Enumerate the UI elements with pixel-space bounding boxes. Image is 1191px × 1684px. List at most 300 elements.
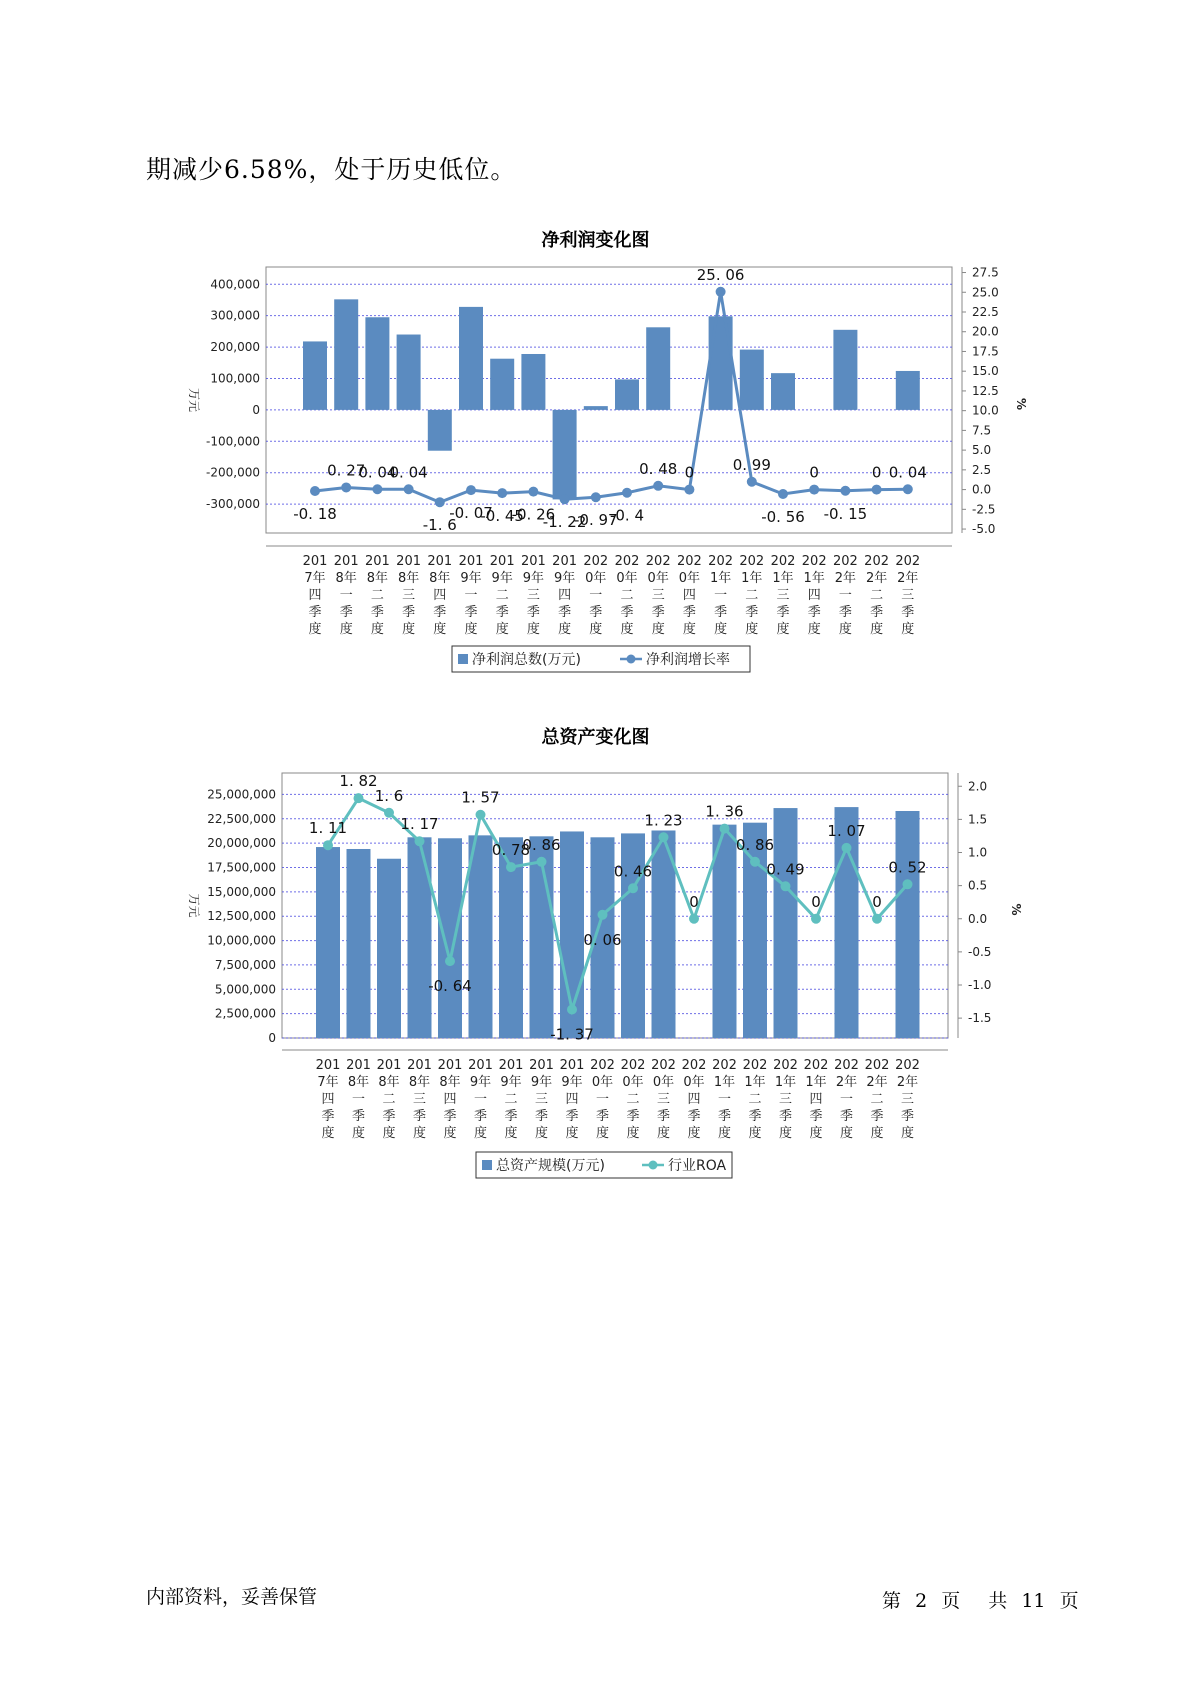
line-point [811,914,821,924]
x-tick-label: 201 [498,1058,524,1073]
x-tick-label: 202 [708,554,734,569]
line-point [354,793,364,803]
data-label: -1. 22 [542,513,587,532]
x-tick-label: 度 [589,622,603,637]
x-tick-label: 度 [351,1126,366,1141]
x-tick-label: 三 [526,588,540,603]
x-tick-label: 季 [656,1109,671,1124]
bar [428,410,452,451]
legend-bar-swatch [458,654,468,664]
legend-bar-label: 总资产规模(万元) [496,1158,605,1174]
line-point [404,484,414,494]
x-tick-label: 度 [308,622,322,637]
line-point [903,879,913,889]
y-left-axis-title: 万元 [187,893,201,918]
data-label: 0 [871,463,882,482]
x-tick-label: 202 [864,1058,890,1073]
x-tick-label: 季 [402,605,416,620]
x-tick-label: 度 [620,622,634,637]
line-point [372,484,382,494]
y-left-tick-label: 22,500,000 [207,811,276,826]
line-point [778,489,788,499]
y-left-tick-label: -100,000 [206,434,260,449]
x-tick-label: 四 [687,1092,701,1107]
y-right-tick-label: 0.0 [968,911,988,926]
x-tick-label: 度 [321,1126,335,1141]
x-tick-label: 9年 [500,1075,522,1090]
x-tick-label: 度 [717,1126,732,1141]
line-point [622,488,632,498]
x-tick-label: 季 [748,1109,762,1124]
bar [377,859,401,1038]
x-tick-label: 季 [308,605,322,620]
x-tick-label: 201 [427,554,453,569]
x-tick-label: 201 [333,554,359,569]
x-tick-label: 三 [402,588,416,603]
net-profit-chart [0,248,1191,718]
x-tick-label: 季 [714,605,728,620]
y-right-tick-label: 7.5 [972,423,992,438]
x-tick-label: 季 [589,605,603,620]
data-label: 0. 04 [358,463,397,482]
data-label: 0 [689,892,699,911]
y-left-tick-label: 5,000,000 [214,982,276,997]
x-tick-label: 季 [558,605,572,620]
x-tick-label: 季 [412,1109,427,1124]
x-tick-label: 二 [620,588,634,603]
x-tick-label: 1年 [774,1075,797,1090]
x-tick-label: 2年 [865,571,888,586]
x-tick-label: 季 [382,1109,396,1124]
x-tick-label: 7年 [317,1075,339,1090]
x-tick-label: 度 [495,622,509,637]
line-point [689,914,699,924]
bar [521,354,545,410]
line-point [659,832,669,842]
total-assets-chart [0,745,1191,1185]
x-tick-label: 1年 [772,571,794,586]
y-right-tick-label: 2.5 [972,462,992,477]
x-tick-label: 202 [895,1058,920,1073]
x-tick-label: 季 [651,605,665,620]
bar [833,330,857,410]
x-tick-label: 202 [773,1058,798,1073]
x-tick-label: 202 [676,554,702,569]
x-tick-label: 季 [473,1109,488,1124]
x-tick-label: 度 [839,1126,854,1141]
x-tick-label: 季 [433,605,447,620]
x-tick-label: 季 [321,1109,335,1124]
x-tick-label: 季 [504,1109,518,1124]
bar [316,847,340,1038]
x-tick-label: 二 [504,1092,518,1107]
data-label: -0. 15 [823,504,868,523]
line-point [341,482,351,492]
y-left-tick-label: 400,000 [210,277,260,292]
x-tick-label: 三 [776,588,790,603]
bar [774,808,798,1038]
line-point [653,481,663,491]
x-tick-label: 季 [870,605,884,620]
x-tick-label: 一 [339,588,353,603]
x-tick-label: 0年 [622,1075,644,1090]
line-point [598,910,608,920]
line-point [560,494,570,504]
x-tick-label: 201 [396,554,422,569]
bar [896,371,920,410]
x-tick-label: 2年 [834,571,857,586]
bar [584,406,608,410]
x-tick-label: 度 [687,1126,701,1141]
line-point [591,492,601,502]
y-left-tick-label: 10,000,000 [207,933,276,948]
total-label-2: 页 [1059,1590,1079,1612]
y-left-tick-label: -200,000 [206,465,260,480]
x-tick-label: 一 [464,588,478,603]
data-label: 1. 17 [400,815,439,834]
legend-line-label: 行业ROA [668,1158,727,1174]
data-label: 1. 11 [308,819,348,838]
x-tick-label: 度 [595,1126,610,1141]
x-tick-label: 0年 [616,571,638,586]
x-tick-label: 9年 [530,1075,553,1090]
data-label: 0. 99 [732,455,771,474]
legend-line-label: 净利润增长率 [646,652,730,668]
legend-line-marker [627,655,636,664]
data-label: 1. 6 [374,786,404,805]
line-point [567,1005,577,1015]
x-tick-label: 三 [778,1092,793,1107]
bar [896,811,920,1038]
y-right-tick-label: 1.0 [968,845,988,860]
x-tick-label: 202 [590,1058,615,1073]
legend-bar-label: 净利润总数(万元) [472,652,581,668]
x-tick-label: 度 [901,622,915,637]
x-tick-label: 一 [595,1092,610,1107]
line-point [310,486,320,496]
x-tick-label: 度 [748,1126,762,1141]
x-tick-label: 201 [437,1058,463,1073]
x-tick-label: 度 [558,622,572,637]
x-tick-label: 一 [717,1092,732,1107]
y-right-tick-label: -0.5 [968,944,992,959]
y-right-tick-label: -1.5 [968,1011,992,1026]
x-tick-label: 四 [558,588,572,603]
data-label: 0. 27 [327,461,366,480]
y-left-tick-label: 2,500,000 [214,1006,276,1021]
data-label: -0. 4 [609,506,645,525]
data-label: 0 [811,892,821,911]
legend-bar-swatch [482,1160,492,1170]
x-tick-label: 0年 [652,1075,675,1090]
y-right-tick-label: 2.0 [968,779,988,794]
y-right-tick-label: 12.5 [972,383,999,398]
x-tick-label: 度 [745,622,759,637]
data-label: 1. 36 [705,802,744,821]
x-tick-label: 0年 [647,571,669,586]
x-tick-label: 202 [832,554,858,569]
x-tick-label: 202 [614,554,640,569]
x-tick-label: 201 [364,554,390,569]
x-tick-label: 0年 [585,571,607,586]
line-point [466,485,476,495]
x-tick-label: 202 [712,1058,737,1073]
y-left-tick-label: 0 [268,1031,276,1045]
y-right-tick-label: 10.0 [972,403,999,418]
x-tick-label: 201 [315,1058,341,1073]
x-tick-label: 1年 [803,571,825,586]
x-tick-label: 二 [370,588,384,603]
x-tick-label: 201 [529,1058,554,1073]
x-tick-label: 季 [626,1109,640,1124]
data-label: 1. 23 [644,811,683,830]
bar [438,838,462,1038]
x-tick-label: 季 [839,1109,854,1124]
data-label: 0. 04 [888,463,927,482]
y-left-tick-label: 7,500,000 [214,957,276,972]
line-point [435,497,445,507]
y-left-tick-label: -300,000 [206,497,260,512]
x-tick-label: 季 [838,605,852,620]
line-point [384,808,394,818]
y-right-tick-label: 27.5 [972,265,999,280]
x-tick-label: 0年 [683,1075,705,1090]
line-point [781,881,791,891]
data-label: 0. 06 [583,930,622,949]
x-tick-label: 季 [778,1109,793,1124]
line-point [750,857,760,867]
data-label: 0. 86 [522,835,561,854]
data-label: -0. 97 [574,511,618,530]
x-tick-label: 季 [526,605,540,620]
bar [835,807,859,1038]
x-tick-label: 9年 [553,571,576,586]
line-point [628,883,638,893]
y-right-tick-label: 20.0 [972,324,999,339]
x-tick-label: 202 [803,1058,829,1073]
bar [615,379,639,409]
x-tick-label: 度 [443,1126,457,1141]
data-label: -1. 37 [550,1025,594,1044]
y-left-tick-label: 100,000 [210,371,260,386]
x-tick-label: 1年 [741,571,763,586]
data-label: 0. 52 [888,858,927,877]
data-label: -0. 07 [449,504,493,523]
x-tick-label: 季 [717,1109,732,1124]
line-point [528,487,538,497]
total-num: 11 [1021,1590,1046,1612]
x-tick-label: 季 [776,605,790,620]
x-tick-label: 度 [651,622,665,637]
data-label: -0. 56 [761,508,805,527]
x-tick-label: 度 [776,622,790,637]
y-right-axis-title: % [1014,397,1028,411]
bar [646,327,670,410]
y-left-tick-label: 200,000 [210,340,260,355]
line-point [872,485,882,495]
x-tick-label: 度 [433,622,447,637]
x-tick-label: 度 [870,622,884,637]
y-left-tick-label: 12,500,000 [207,909,276,924]
x-tick-label: 季 [339,605,353,620]
x-tick-label: 四 [809,1092,823,1107]
x-tick-label: 202 [620,1058,646,1073]
bar [740,350,764,410]
line-point [720,824,730,834]
page-label-1: 第 [882,1590,902,1612]
x-tick-label: 度 [778,1126,793,1141]
x-tick-label: 202 [895,554,921,569]
x-tick-label: 2年 [835,1075,858,1090]
x-tick-label: 202 [864,554,890,569]
data-label: 0. 86 [735,835,775,854]
x-tick-label: 三 [900,1092,915,1107]
line-point [747,477,757,487]
x-tick-label: 二 [870,588,884,603]
x-tick-label: 202 [651,1058,676,1073]
x-tick-label: 201 [458,554,484,569]
x-tick-label: 二 [495,588,509,603]
y-left-tick-label: 300,000 [210,308,260,323]
data-label: 1. 57 [461,788,500,807]
x-tick-label: 度 [870,1126,884,1141]
x-tick-label: 度 [626,1126,640,1141]
line-point [445,956,455,966]
x-tick-label: 一 [473,1092,488,1107]
x-tick-label: 度 [473,1126,488,1141]
line-point [497,488,507,498]
x-tick-label: 度 [464,622,478,637]
x-tick-label: 201 [376,1058,402,1073]
x-tick-label: 四 [321,1092,335,1107]
x-tick-label: 二 [748,1092,762,1107]
x-tick-label: 度 [412,1126,427,1141]
data-label: -1. 6 [422,516,457,535]
total-label-1: 共 [988,1590,1008,1612]
bar [303,341,327,409]
x-tick-label: 202 [742,1058,768,1073]
data-label: 0 [872,892,882,911]
x-tick-label: 7年 [304,571,326,586]
x-tick-label: 二 [626,1092,640,1107]
x-tick-label: 三 [656,1092,671,1107]
x-tick-label: 季 [495,605,509,620]
x-tick-label: 度 [900,1126,915,1141]
x-tick-label: 季 [464,605,478,620]
y-left-tick-label: 20,000,000 [207,836,276,851]
x-tick-label: 201 [552,554,578,569]
x-tick-label: 1年 [709,571,732,586]
x-tick-label: 度 [682,622,696,637]
x-tick-label: 四 [443,1092,457,1107]
y-right-tick-label: -5.0 [972,522,996,537]
x-tick-label: 季 [687,1109,701,1124]
line-point [903,484,913,494]
data-label: 0 [684,463,695,482]
x-tick-label: 二 [745,588,759,603]
bar [553,410,577,500]
x-tick-label: 8年 [397,571,420,586]
line-point [842,843,852,853]
x-tick-label: 季 [620,605,634,620]
x-tick-label: 2年 [866,1075,888,1090]
x-tick-label: 三 [412,1092,427,1107]
x-tick-label: 2年 [897,571,919,586]
data-label: 0. 49 [766,860,805,879]
x-tick-label: 9年 [522,571,545,586]
data-label: 0. 04 [389,463,428,482]
x-tick-label: 度 [534,1126,549,1141]
data-label: -0. 45 [480,507,524,526]
x-tick-label: 0年 [678,571,701,586]
line-point [415,836,425,846]
x-tick-label: 度 [370,622,384,637]
x-tick-label: 9年 [460,571,482,586]
x-tick-label: 季 [443,1109,457,1124]
data-label: 0 [809,463,819,482]
y-right-tick-label: 0.0 [972,482,992,497]
data-label: -0. 64 [428,977,472,996]
x-tick-label: 201 [489,554,515,569]
data-label: 1. 82 [339,772,378,791]
x-tick-label: 202 [739,554,765,569]
line-point [716,287,726,297]
y-right-tick-label: 0.5 [968,878,988,893]
x-tick-label: 度 [807,622,821,637]
x-tick-label: 8年 [366,571,389,586]
page-label-2: 页 [941,1590,961,1612]
page-num: 2 [915,1590,928,1612]
y-left-tick-label: 15,000,000 [207,884,276,899]
bar [408,837,432,1038]
x-tick-label: 9年 [469,1075,492,1090]
page-number [882,1586,1079,1613]
line-point [872,914,882,924]
data-label: -0. 26 [511,505,556,524]
y-right-tick-label: -2.5 [972,502,996,517]
x-tick-label: 三 [534,1092,549,1107]
x-tick-label: 度 [382,1126,396,1141]
bar [347,849,371,1038]
data-label: -0. 18 [293,505,337,524]
y-left-tick-label: 0 [252,402,260,417]
line-point [323,840,333,850]
y-right-tick-label: 1.5 [968,812,988,827]
data-label: 1. 07 [827,821,866,840]
chart2-title: 总资产变化图 [541,727,650,748]
x-tick-label: 201 [559,1058,585,1073]
line-point [537,857,547,867]
y-right-axis-title: % [1009,903,1023,916]
x-tick-label: 202 [583,554,609,569]
y-right-tick-label: 25.0 [972,285,999,300]
y-right-tick-label: -1.0 [968,978,992,992]
x-tick-label: 度 [565,1126,579,1141]
x-tick-label: 1年 [713,1075,736,1090]
data-label: 0. 78 [491,841,531,860]
x-tick-label: 度 [809,1126,823,1141]
line-point [476,810,486,820]
x-tick-label: 季 [900,1109,915,1124]
x-tick-label: 8年 [429,571,451,586]
data-label: 0. 48 [639,459,678,478]
x-tick-label: 8年 [408,1075,431,1090]
y-left-tick-label: 17,500,000 [207,860,276,875]
x-tick-label: 度 [838,622,852,637]
x-tick-label: 四 [565,1092,579,1107]
x-tick-label: 2年 [896,1075,919,1090]
x-tick-label: 季 [870,1109,884,1124]
